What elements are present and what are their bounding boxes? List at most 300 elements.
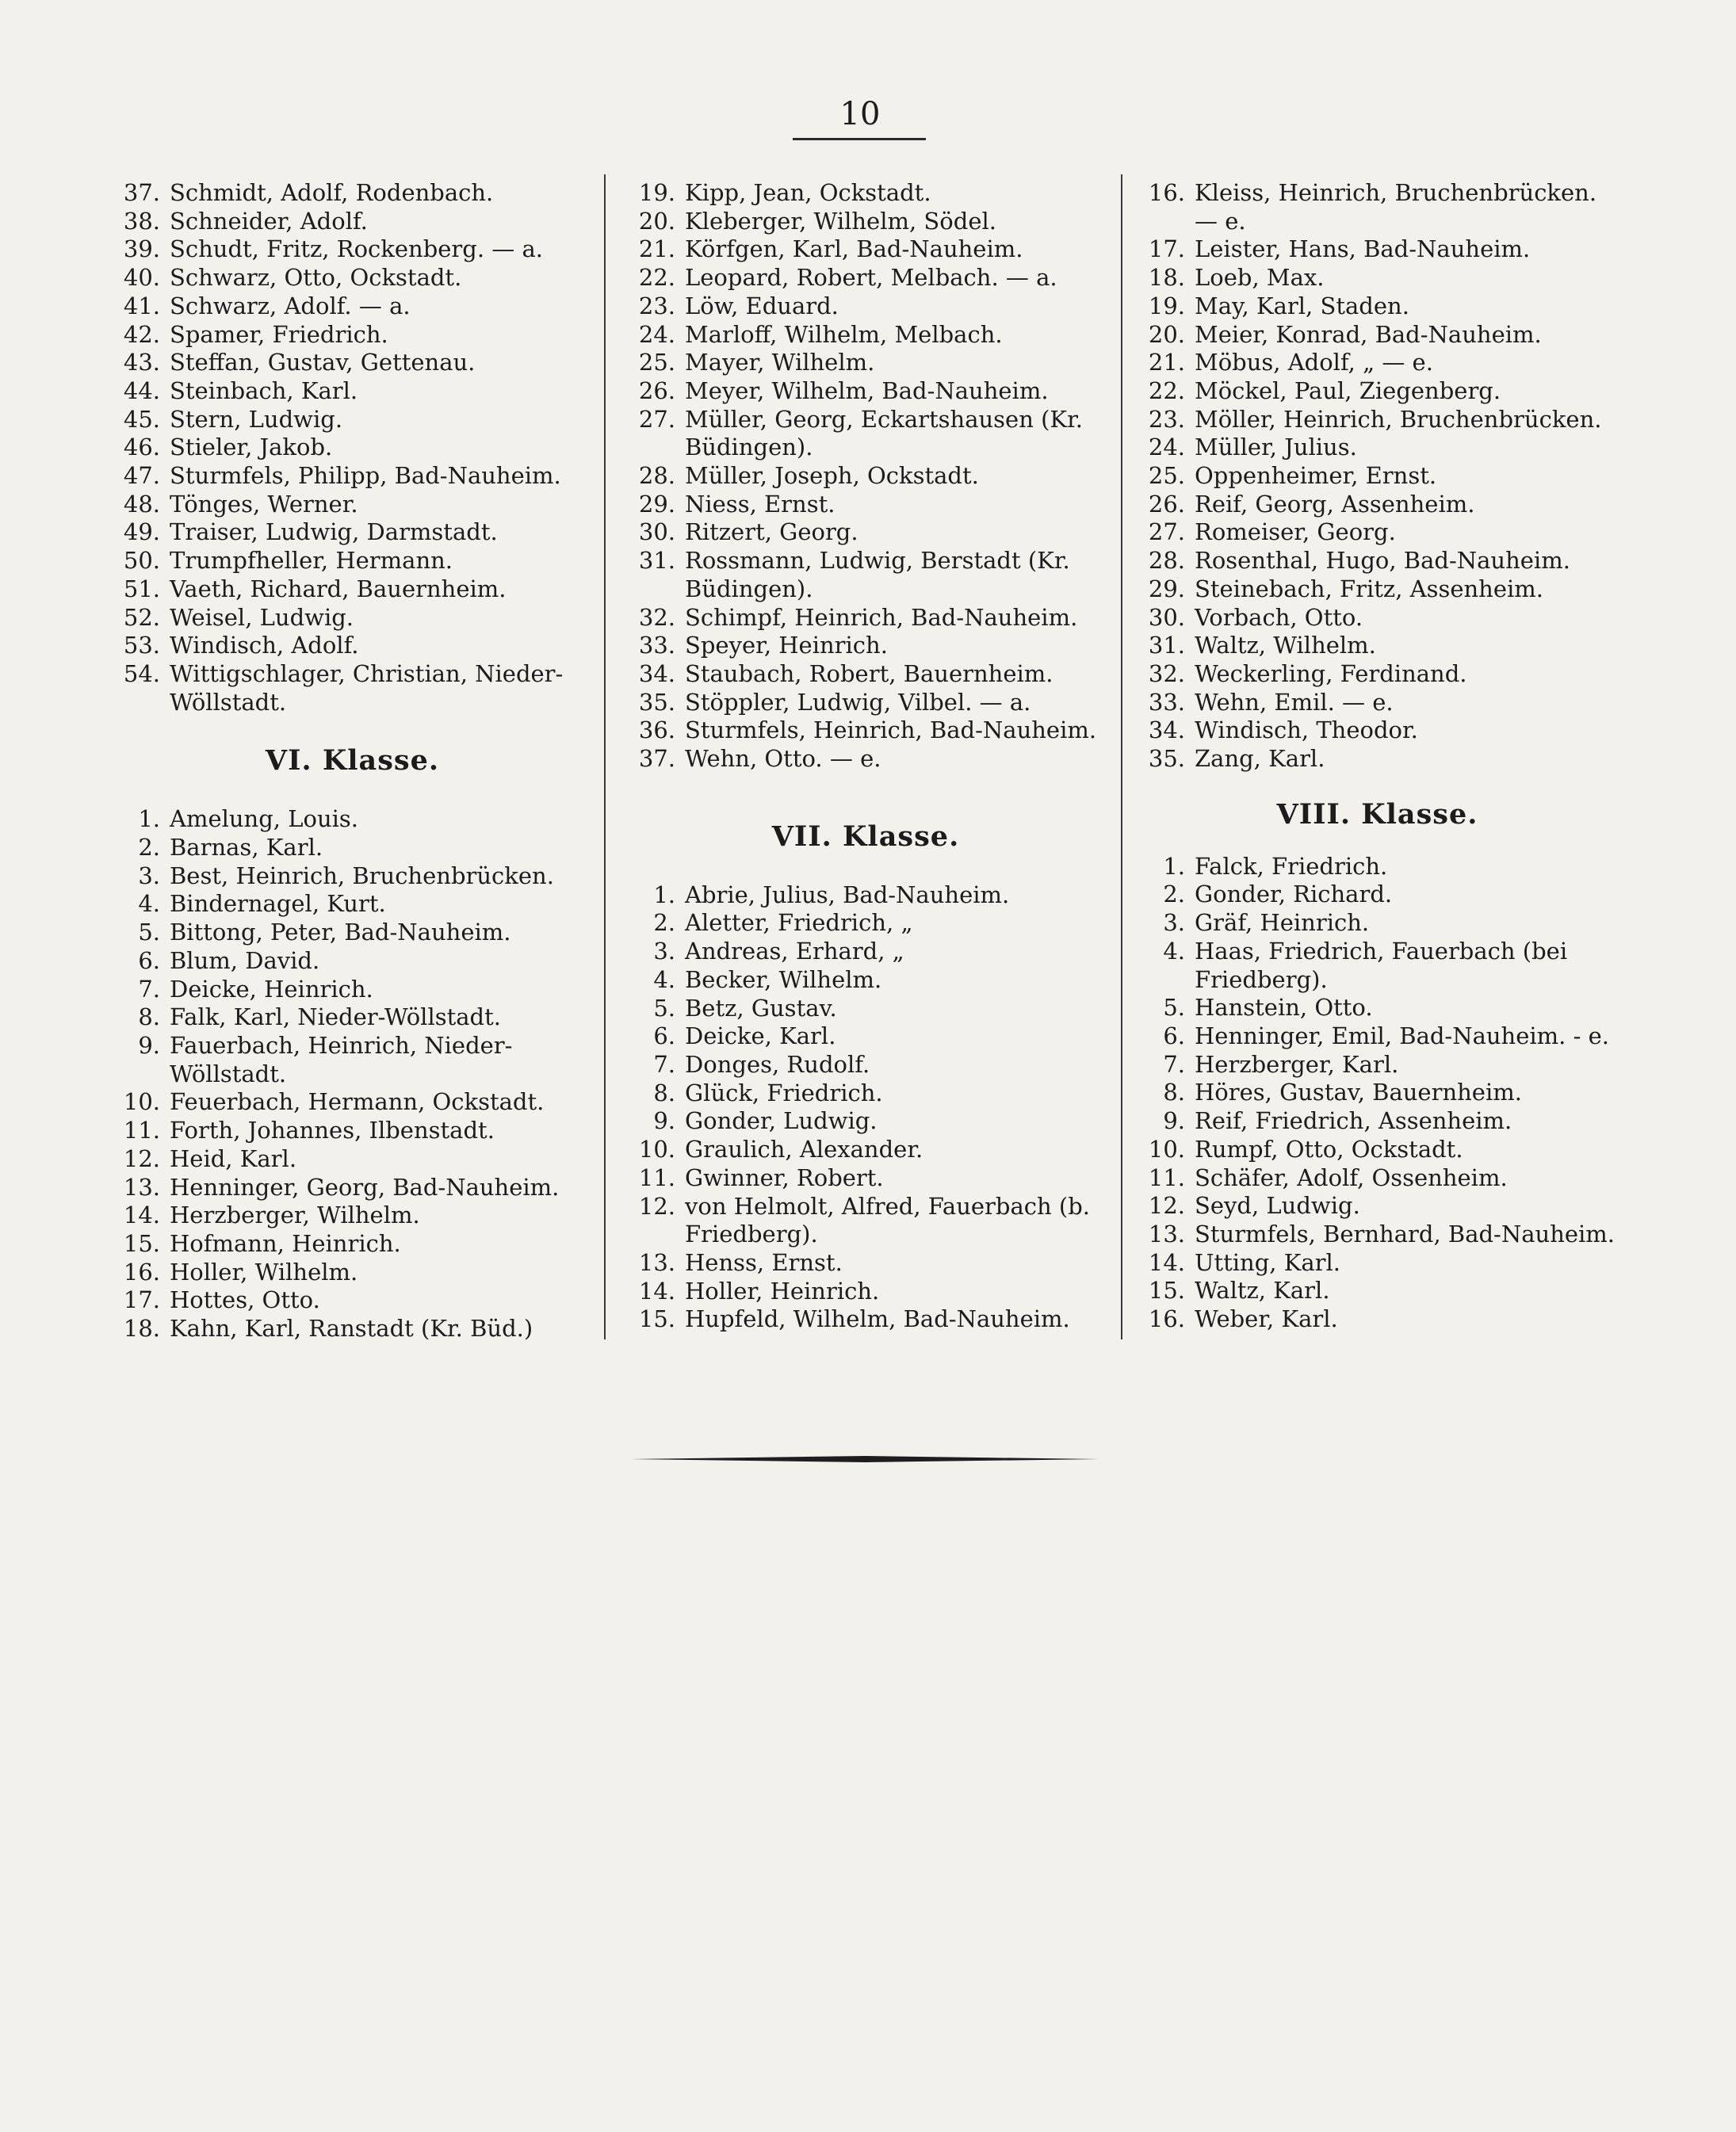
entry-number: 53. (123, 632, 160, 659)
student-entry (105, 292, 600, 321)
student-entry (620, 349, 1111, 377)
student-entry (620, 1305, 1111, 1334)
entry-number: 19. (638, 179, 675, 206)
entry-text: Schwarz, Otto, Ockstadt. (170, 264, 462, 292)
entry-text: Barnas, Karl. (170, 834, 323, 862)
entry-text: Betz, Gustav. (685, 994, 837, 1022)
entry-text: Windisch, Adolf. (170, 632, 359, 659)
student-entry (105, 1174, 600, 1202)
entry-number: 12. (123, 1144, 160, 1172)
entry-number: 22. (1148, 376, 1185, 404)
student-entry (1130, 853, 1625, 881)
student-entry (620, 1022, 1111, 1051)
class-heading: VIII. Klasse. (1276, 797, 1478, 831)
entry-number: 30. (1148, 603, 1185, 631)
student-entry (105, 406, 600, 434)
entry-number: 45. (123, 405, 160, 433)
entry-text: Deicke, Heinrich. (170, 975, 373, 1003)
entry-text: Weckerling, Ferdinand. (1195, 659, 1467, 687)
column-2 (620, 179, 1111, 1334)
entry-number: 24. (638, 320, 675, 348)
entry-text: Henninger, Emil, Bad-Nauheim. - e. (1195, 1022, 1610, 1049)
entry-text: Gräf, Heinrich. (1195, 909, 1370, 937)
entry-number: 3. (138, 862, 160, 889)
student-entry (105, 377, 600, 406)
entry-text: Sturmfels, Bernhard, Bad-Nauheim. (1195, 1220, 1616, 1247)
student-entry (620, 179, 1111, 208)
entry-number: 25. (1148, 462, 1185, 490)
student-entry (1130, 1221, 1625, 1249)
student-entry (620, 909, 1111, 938)
entry-number: 10. (123, 1088, 160, 1116)
class-heading: VI. Klasse. (265, 744, 440, 778)
entry-text: Trumpfheller, Hermann. (170, 547, 453, 575)
student-entry (620, 1249, 1111, 1278)
entry-text: von Helmolt, Alfred, Fauerbach (b. Friedberg). (685, 1192, 1090, 1248)
student-entry (105, 208, 600, 236)
student-entry (620, 966, 1111, 995)
entry-text: Steinbach, Karl. (170, 376, 358, 404)
entry-number: 5. (653, 994, 675, 1022)
entry-number: 29. (1148, 575, 1185, 602)
entry-text: Höres, Gustav, Bauernheim. (1195, 1079, 1522, 1106)
entry-text: Schmidt, Adolf, Rodenbach. (170, 179, 494, 206)
entry-number: 25. (638, 349, 675, 376)
entry-text: Bindernagel, Kurt. (170, 890, 386, 918)
entry-number: 19. (1148, 292, 1185, 319)
entry-text: Hanstein, Otto. (1195, 994, 1373, 1022)
entry-number: 21. (1148, 349, 1185, 376)
student-entry (105, 890, 600, 919)
entry-text: Gwinner, Robert. (685, 1163, 884, 1191)
entry-text: Traiser, Ludwig, Darmstadt. (170, 518, 498, 546)
entry-number: 13. (638, 1248, 675, 1276)
entry-number: 49. (123, 518, 160, 546)
student-entry (620, 377, 1111, 406)
student-entry (1130, 1051, 1625, 1079)
entry-text: Forth, Johannes, Ilbenstadt. (170, 1117, 495, 1144)
entry-number: 26. (1148, 490, 1185, 518)
student-entry (620, 995, 1111, 1023)
entry-text: Möller, Heinrich, Bruchenbrücken. (1195, 405, 1602, 433)
entry-text: Deicke, Karl. (685, 1022, 836, 1050)
entry-text: Blum, David. (170, 946, 320, 974)
entry-text: Leopard, Robert, Melbach. — a. (685, 264, 1057, 292)
entry-text: Hupfeld, Wilhelm, Bad-Nauheim. (685, 1305, 1070, 1333)
student-entry (620, 1193, 1111, 1249)
student-entry (105, 1117, 600, 1145)
student-entry (1130, 1249, 1625, 1278)
entry-number: 6. (138, 946, 160, 974)
student-entry (620, 1278, 1111, 1306)
entry-text: Graulich, Alexander. (685, 1136, 923, 1163)
entry-text: Reif, Friedrich, Assenheim. (1195, 1107, 1512, 1135)
entry-text: Staubach, Robert, Bauernheim. (685, 659, 1053, 687)
entry-text: Gonder, Richard. (1195, 881, 1393, 908)
entry-number: 20. (1148, 320, 1185, 348)
student-entry (1130, 1136, 1625, 1164)
entry-number: 26. (638, 376, 675, 404)
entry-text: Gonder, Ludwig. (685, 1107, 878, 1135)
entry-number: 32. (638, 603, 675, 631)
student-entry (1130, 881, 1625, 909)
entry-text: Waltz, Karl. (1195, 1277, 1330, 1305)
entry-text: Ritzert, Georg. (685, 518, 858, 546)
student-entry (620, 1051, 1111, 1079)
entry-text: Henninger, Georg, Bad-Nauheim. (170, 1173, 560, 1201)
student-entry (1130, 1107, 1625, 1136)
student-entry (1130, 462, 1625, 491)
entry-number: 18. (123, 1315, 160, 1343)
student-entry (620, 604, 1111, 632)
entry-text: Best, Heinrich, Bruchenbrücken. (170, 862, 554, 889)
student-entry (105, 264, 600, 292)
entry-number: 36. (638, 716, 675, 744)
entry-text: Kipp, Jean, Ockstadt. (685, 179, 931, 206)
entry-number: 32. (1148, 659, 1185, 687)
entry-text: Vaeth, Richard, Bauernheim. (170, 575, 507, 602)
entry-number: 11. (638, 1163, 675, 1191)
entry-number: 2. (138, 834, 160, 862)
student-entry (620, 1136, 1111, 1164)
entry-text: Utting, Karl. (1195, 1248, 1341, 1276)
entry-text: Marloff, Wilhelm, Melbach. (685, 320, 1003, 348)
entry-number: 33. (638, 632, 675, 659)
entry-text: Herzberger, Wilhelm. (170, 1202, 420, 1229)
student-entry (1130, 491, 1625, 519)
column-divider (604, 174, 606, 1339)
student-entry (620, 745, 1111, 774)
entry-number: 54. (123, 659, 160, 687)
student-entry (620, 462, 1111, 491)
entry-number: 16. (1148, 1305, 1185, 1333)
student-entry (620, 264, 1111, 292)
entry-text: Becker, Wilhelm. (685, 965, 882, 993)
student-entry (620, 491, 1111, 519)
entry-text: Romeiser, Georg. (1195, 518, 1396, 546)
student-entry (1130, 264, 1625, 292)
entry-text: Haas, Friedrich, Fauerbach (bei Friedberg). (1195, 937, 1568, 993)
student-entry (1130, 660, 1625, 689)
student-entry (105, 947, 600, 976)
entry-text: Möbus, Adolf, „ — e. (1195, 349, 1433, 376)
student-entry (1130, 716, 1625, 745)
entry-number: 28. (1148, 547, 1185, 575)
entry-number: 15. (638, 1305, 675, 1333)
student-entry (620, 406, 1111, 462)
entry-number: 8. (1163, 1079, 1185, 1106)
student-entry (105, 575, 600, 604)
entry-number: 51. (123, 575, 160, 602)
entry-number: 1. (653, 881, 675, 908)
entry-text: Kahn, Karl, Ranstadt (Kr. Büd.) (170, 1315, 533, 1343)
entry-number: 5. (138, 919, 160, 946)
entry-text: Kleiss, Heinrich, Bruchenbrücken. — e. (1195, 179, 1597, 235)
entry-text: Spamer, Friedrich. (170, 320, 388, 348)
student-entry (105, 1032, 600, 1088)
entry-number: 3. (1163, 909, 1185, 937)
entry-number: 52. (123, 603, 160, 631)
student-entry (620, 518, 1111, 547)
entry-number: 27. (1148, 518, 1185, 546)
student-entry (620, 1079, 1111, 1108)
student-entry (105, 518, 600, 547)
entry-text: Mayer, Wilhelm. (685, 349, 875, 376)
entry-text: Oppenheimer, Ernst. (1195, 462, 1437, 490)
student-entry (620, 1107, 1111, 1136)
student-entry (620, 689, 1111, 717)
entry-number: 14. (123, 1202, 160, 1229)
student-entry (105, 434, 600, 462)
entry-number: 34. (638, 659, 675, 687)
student-entry (620, 660, 1111, 689)
student-entry (620, 321, 1111, 350)
entry-number: 12. (1148, 1192, 1185, 1220)
entry-number: 14. (1148, 1248, 1185, 1276)
entry-number: 34. (1148, 716, 1185, 744)
entry-number: 46. (123, 434, 160, 461)
entry-number: 35. (1148, 745, 1185, 773)
entry-text: Meyer, Wilhelm, Bad-Nauheim. (685, 376, 1049, 404)
entry-text: Glück, Friedrich. (685, 1079, 883, 1106)
student-entry (1130, 604, 1625, 632)
entry-text: Herzberger, Karl. (1195, 1050, 1399, 1078)
entry-text: Zang, Karl. (1195, 745, 1325, 773)
entry-text: Rumpf, Otto, Ockstadt. (1195, 1135, 1463, 1163)
student-entry (1130, 377, 1625, 406)
student-entry (105, 179, 600, 208)
student-entry (105, 604, 600, 632)
entry-number: 18. (1148, 264, 1185, 292)
entry-number: 16. (123, 1258, 160, 1286)
end-ornament-rule (631, 1455, 1099, 1463)
entry-number: 13. (1148, 1220, 1185, 1247)
student-entry (1130, 292, 1625, 321)
student-entry (105, 805, 600, 834)
entry-number: 21. (638, 235, 675, 263)
student-entry (620, 938, 1111, 966)
entry-number: 27. (638, 405, 675, 433)
entry-number: 22. (638, 264, 675, 292)
entry-number: 8. (653, 1079, 675, 1106)
entry-number: 1. (138, 805, 160, 833)
class-heading: VII. Klasse. (771, 820, 960, 853)
entry-number: 47. (123, 462, 160, 490)
student-entry (105, 976, 600, 1004)
student-entry (1130, 518, 1625, 547)
entry-text: Steffan, Gustav, Gettenau. (170, 349, 476, 376)
entry-text: Andreas, Erhard, „ (685, 938, 904, 965)
entry-number: 6. (1163, 1022, 1185, 1049)
entry-number: 29. (638, 490, 675, 518)
entry-text: Schudt, Fritz, Rockenberg. — a. (170, 235, 544, 263)
entry-number: 17. (1148, 235, 1185, 263)
entry-number: 44. (123, 376, 160, 404)
entry-number: 48. (123, 490, 160, 518)
entry-number: 4. (653, 965, 675, 993)
entry-number: 3. (653, 938, 675, 965)
entry-number: 1. (1163, 852, 1185, 880)
entry-text: Niess, Ernst. (685, 490, 835, 518)
student-entry (1130, 1192, 1625, 1221)
entry-number: 4. (138, 890, 160, 918)
entry-number: 7. (138, 975, 160, 1003)
entry-number: 38. (123, 207, 160, 235)
entry-text: Vorbach, Otto. (1195, 603, 1363, 631)
entry-text: Loeb, Max. (1195, 264, 1325, 292)
student-entry (1130, 321, 1625, 350)
entry-text: Sturmfels, Heinrich, Bad-Nauheim. (685, 716, 1097, 744)
entry-text: Waltz, Wilhelm. (1195, 632, 1376, 659)
entry-text: Tönges, Werner. (170, 490, 358, 518)
student-entry (105, 462, 600, 491)
student-entry (1130, 235, 1625, 264)
student-entry (105, 547, 600, 575)
entry-number: 23. (1148, 405, 1185, 433)
student-entry (1130, 938, 1625, 994)
entry-text: Weber, Karl. (1195, 1305, 1338, 1333)
entry-text: Feuerbach, Hermann, Ockstadt. (170, 1088, 545, 1116)
student-entry (1130, 632, 1625, 660)
entry-number: 40. (123, 264, 160, 292)
entry-text: Hofmann, Heinrich. (170, 1229, 401, 1257)
entry-number: 30. (638, 518, 675, 546)
student-entry (1130, 179, 1625, 235)
entry-number: 28. (638, 462, 675, 490)
entry-text: Holler, Wilhelm. (170, 1258, 358, 1286)
entry-number: 20. (638, 207, 675, 235)
entry-number: 41. (123, 292, 160, 319)
student-entry (1130, 434, 1625, 462)
student-entry (105, 1315, 600, 1343)
entry-text: Schimpf, Heinrich, Bad-Nauheim. (685, 603, 1078, 631)
entry-number: 4. (1163, 937, 1185, 965)
entry-text: Amelung, Louis. (170, 805, 359, 833)
page-number-rule (793, 138, 926, 140)
entry-text: Müller, Joseph, Ockstadt. (685, 462, 979, 490)
entry-number: 43. (123, 349, 160, 376)
entry-text: Meier, Konrad, Bad-Nauheim. (1195, 320, 1542, 348)
entry-text: Stöppler, Ludwig, Vilbel. — a. (685, 688, 1031, 716)
entry-text: Löw, Eduard. (685, 292, 839, 319)
entry-text: Rosenthal, Hugo, Bad-Nauheim. (1195, 547, 1570, 575)
entry-number: 14. (638, 1277, 675, 1305)
student-entry (105, 349, 600, 377)
entry-text: Heid, Karl. (170, 1144, 297, 1172)
student-entry (1130, 909, 1625, 938)
entry-text: Rossmann, Ludwig, Berstadt (Kr. Büdingen). (685, 547, 1070, 602)
entry-text: Sturmfels, Philipp, Bad-Nauheim. (170, 462, 561, 490)
entry-text: Reif, Georg, Assenheim. (1195, 490, 1475, 518)
entry-number: 42. (123, 320, 160, 348)
entry-text: Müller, Julius. (1195, 434, 1357, 461)
entry-number: 31. (1148, 632, 1185, 659)
entry-number: 35. (638, 688, 675, 716)
entry-number: 9. (653, 1107, 675, 1135)
entry-text: Schneider, Adolf. (170, 207, 368, 235)
entry-number: 13. (123, 1173, 160, 1201)
column-1 (105, 179, 600, 1343)
entry-text: Donges, Rudolf. (685, 1050, 870, 1078)
entry-text: Möckel, Paul, Ziegenberg. (1195, 376, 1501, 404)
entry-number: 39. (123, 235, 160, 263)
student-entry (105, 1230, 600, 1259)
entry-number: 11. (1148, 1163, 1185, 1191)
entry-text: Stern, Ludwig. (170, 405, 343, 433)
entry-text: Bittong, Peter, Bad-Nauheim. (170, 919, 511, 946)
entry-text: Wehn, Emil. — e. (1195, 688, 1394, 716)
student-entry (1130, 689, 1625, 717)
entry-text: Falck, Friedrich. (1195, 852, 1388, 880)
entry-text: Aletter, Friedrich, „ (685, 909, 913, 937)
entry-text: Stieler, Jakob. (170, 434, 333, 461)
entry-number: 16. (1148, 179, 1185, 206)
student-entry (620, 632, 1111, 660)
entry-text: Leister, Hans, Bad-Nauheim. (1195, 235, 1531, 263)
student-entry (1130, 1277, 1625, 1305)
entry-number: 7. (1163, 1050, 1185, 1078)
student-entry (105, 1202, 600, 1230)
entry-number: 5. (1163, 994, 1185, 1022)
student-entry (105, 1003, 600, 1032)
student-entry (1130, 406, 1625, 434)
student-entry (105, 862, 600, 891)
entry-number: 2. (1163, 881, 1185, 908)
entry-number: 24. (1148, 434, 1185, 461)
entry-number: 33. (1148, 688, 1185, 716)
student-entry (105, 919, 600, 947)
student-entry (105, 632, 600, 660)
student-entry (1130, 1164, 1625, 1193)
entry-number: 37. (123, 179, 160, 206)
entry-text: Holler, Heinrich. (685, 1277, 880, 1305)
entry-number: 15. (123, 1229, 160, 1257)
entry-text: Fauerbach, Heinrich, Nieder-Wöllstadt. (170, 1031, 513, 1087)
entry-text: Abrie, Julius, Bad-Nauheim. (685, 881, 1010, 908)
student-entry (1130, 994, 1625, 1022)
entry-number: 2. (653, 909, 675, 937)
student-entry (620, 716, 1111, 745)
entry-text: Schäfer, Adolf, Ossenheim. (1195, 1163, 1508, 1191)
entry-text: Seyd, Ludwig. (1195, 1192, 1360, 1220)
entry-number: 11. (123, 1117, 160, 1144)
page-number: 10 (839, 96, 881, 132)
entry-text: Wehn, Otto. — e. (685, 745, 881, 773)
entry-text: Müller, Georg, Eckartshausen (Kr. Büdingen). (685, 405, 1083, 461)
entry-number: 17. (123, 1286, 160, 1314)
student-entry (105, 1286, 600, 1315)
entry-text: Wittigschlager, Christian, Nieder-Wöllstadt. (170, 659, 564, 716)
entry-number: 12. (638, 1192, 675, 1220)
entry-text: Kleberger, Wilhelm, Södel. (685, 207, 996, 235)
entry-text: Körfgen, Karl, Bad-Nauheim. (685, 235, 1023, 263)
student-entry (105, 660, 600, 716)
student-entry (620, 881, 1111, 910)
student-entry (105, 491, 600, 519)
student-entry (620, 292, 1111, 321)
column-3 (1130, 179, 1625, 1334)
student-entry (105, 1259, 600, 1287)
student-entry (1130, 547, 1625, 575)
student-entry (1130, 745, 1625, 774)
student-entry (105, 1145, 600, 1174)
entry-number: 8. (138, 1003, 160, 1031)
student-entry (1130, 1079, 1625, 1107)
student-entry (105, 1088, 600, 1117)
entry-number: 37. (638, 745, 675, 773)
student-entry (620, 547, 1111, 603)
entry-number: 50. (123, 547, 160, 575)
